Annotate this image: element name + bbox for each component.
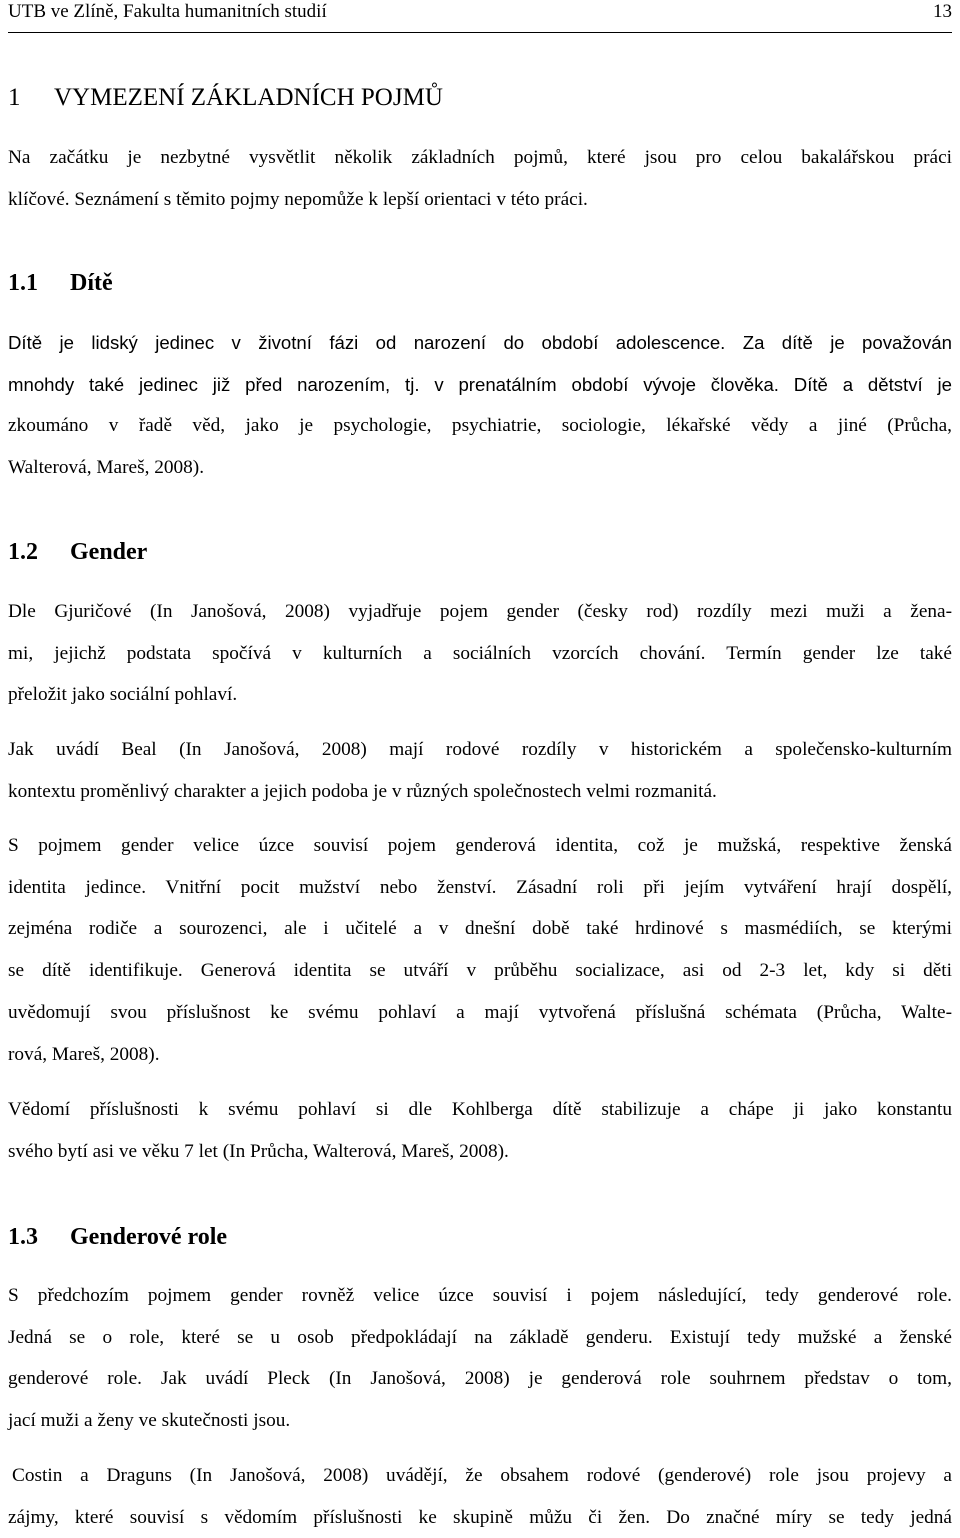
text-line: rová, Mareš, 2008). <box>8 1043 160 1065</box>
text-line: Vědomí příslušnosti k svému pohlaví si dle Kohlberga dítě stabilizuje a chápe ji jako konstantu <box>8 1099 952 1120</box>
page-header <box>8 0 952 33</box>
text-line: Walterová, Mareš, 2008). <box>8 457 205 479</box>
text-line: Jedná se o role, které se u osob předpokládají na základě genderu. Existují tedy mužské a ženské <box>8 1326 952 1348</box>
text-line: S předchozím pojmem gender rovněž velice úzce souvisí i pojem následující, tedy genderové role. <box>8 1285 952 1306</box>
section-title: Genderové role <box>70 1224 228 1250</box>
document-page <box>8 0 952 1528</box>
text-line: zájmy, které souvisí s vědomím příslušnosti ke skupině můžu či žen. Do značné míry se tedy jedná <box>8 1506 952 1528</box>
paragraph-dite <box>8 322 952 489</box>
text-line: jací muži a ženy ve skutečnosti jsou. <box>8 1410 291 1432</box>
chapter-heading <box>8 83 443 113</box>
text-line: Jak uvádí Beal (In Janošová, 2008) mají rodové rozdíly v historickém a společensko-kulturním <box>8 739 952 760</box>
text-line: zejména rodiče a sourozenci, ale i učitelé a v dnešní době také hrdinové s masmédiích, se kterými <box>8 918 952 940</box>
text-line: mnohdy také jedinec již před narozením, tj. v prenatálním období vývoje člověka. Dítě a dětství je <box>8 373 952 395</box>
paragraph-gender-3 <box>8 825 952 1075</box>
text-line: Na začátku je nezbytné vysvětlit několik základních pojmů, které jsou pro celou bakalářskou práci <box>8 147 952 168</box>
text-line: kontextu proměnlivý charakter a jejich podoba je v různých společnostech velmi rozmanitá. <box>8 780 717 802</box>
paragraph-genderove-role-2 <box>8 1455 952 1538</box>
text-line: uvědomují svou příslušnost ke svému pohlaví a mají vytvořená příslušná schémata (Průcha, Walte- <box>8 1001 952 1023</box>
text-line: svého bytí asi ve věku 7 let (In Průcha, Walterová, Mareš, 2008). <box>8 1140 509 1162</box>
text-line: zkoumáno v řadě věd, jako je psychologie, psychiatrie, sociologie, lékařské vědy a jiné (Průcha, <box>8 415 952 437</box>
header-title: UTB ve Zlíně, Fakulta humanitních studií <box>8 1 327 22</box>
chapter-title: VYMEZENÍ ZÁKLADNÍCH POJMŮ <box>54 84 443 111</box>
paragraph-genderove-role-1 <box>8 1275 952 1442</box>
section-number: 1.2 <box>8 539 38 565</box>
section-heading-genderove-role <box>8 1222 227 1252</box>
section-heading-gender <box>8 537 147 567</box>
text-line: klíčové. Seznámení s těmito pojmy nepomůže k lepší orientaci v této práci. <box>8 188 588 210</box>
text-line: genderové role. Jak uvádí Pleck (In Janošová, 2008) je genderová role souhrnem představ o tom, <box>8 1368 952 1390</box>
text-line: Dle Gjuričové (In Janošová, 2008) vyjadřuje pojem gender (česky rod) rozdíly mezi muži a žena- <box>8 601 952 622</box>
section-title: Gender <box>70 539 148 565</box>
text-line: se dítě identifikuje. Generová identita se utváří v průběhu socializace, asi od 2-3 let, kdy si děti <box>8 960 952 982</box>
page-number: 13 <box>933 1 952 22</box>
chapter-intro-paragraph <box>8 137 952 220</box>
paragraph-gender-1 <box>8 591 952 716</box>
text-line: S pojmem gender velice úzce souvisí pojem genderová identita, což je mužská, respektive ženská <box>8 835 952 856</box>
section-number: 1.3 <box>8 1224 38 1250</box>
section-number: 1.1 <box>8 270 38 296</box>
paragraph-gender-4 <box>8 1089 952 1172</box>
text-line: mi, jejichž podstata spočívá v kulturních a sociálních vzorcích chování. Termín gender lze také <box>8 642 952 664</box>
section-heading-dite <box>8 268 113 298</box>
section-title: Dítě <box>70 270 113 296</box>
chapter-number: 1 <box>8 84 21 111</box>
text-line: Costin a Draguns (In Janošová, 2008) uvádějí, že obsahem rodové (genderové) role jsou projevy a <box>12 1465 952 1486</box>
paragraph-gender-2 <box>8 729 952 812</box>
text-line: identita jedince. Vnitřní pocit mužství nebo ženství. Zásadní roli při jejím vytváření hrají dospělí, <box>8 876 952 898</box>
text-line: přeložit jako sociální pohlaví. <box>8 684 238 706</box>
text-line: Dítě je lidský jedinec v životní fázi od narození do období adolescence. Za dítě je považován <box>8 332 952 353</box>
